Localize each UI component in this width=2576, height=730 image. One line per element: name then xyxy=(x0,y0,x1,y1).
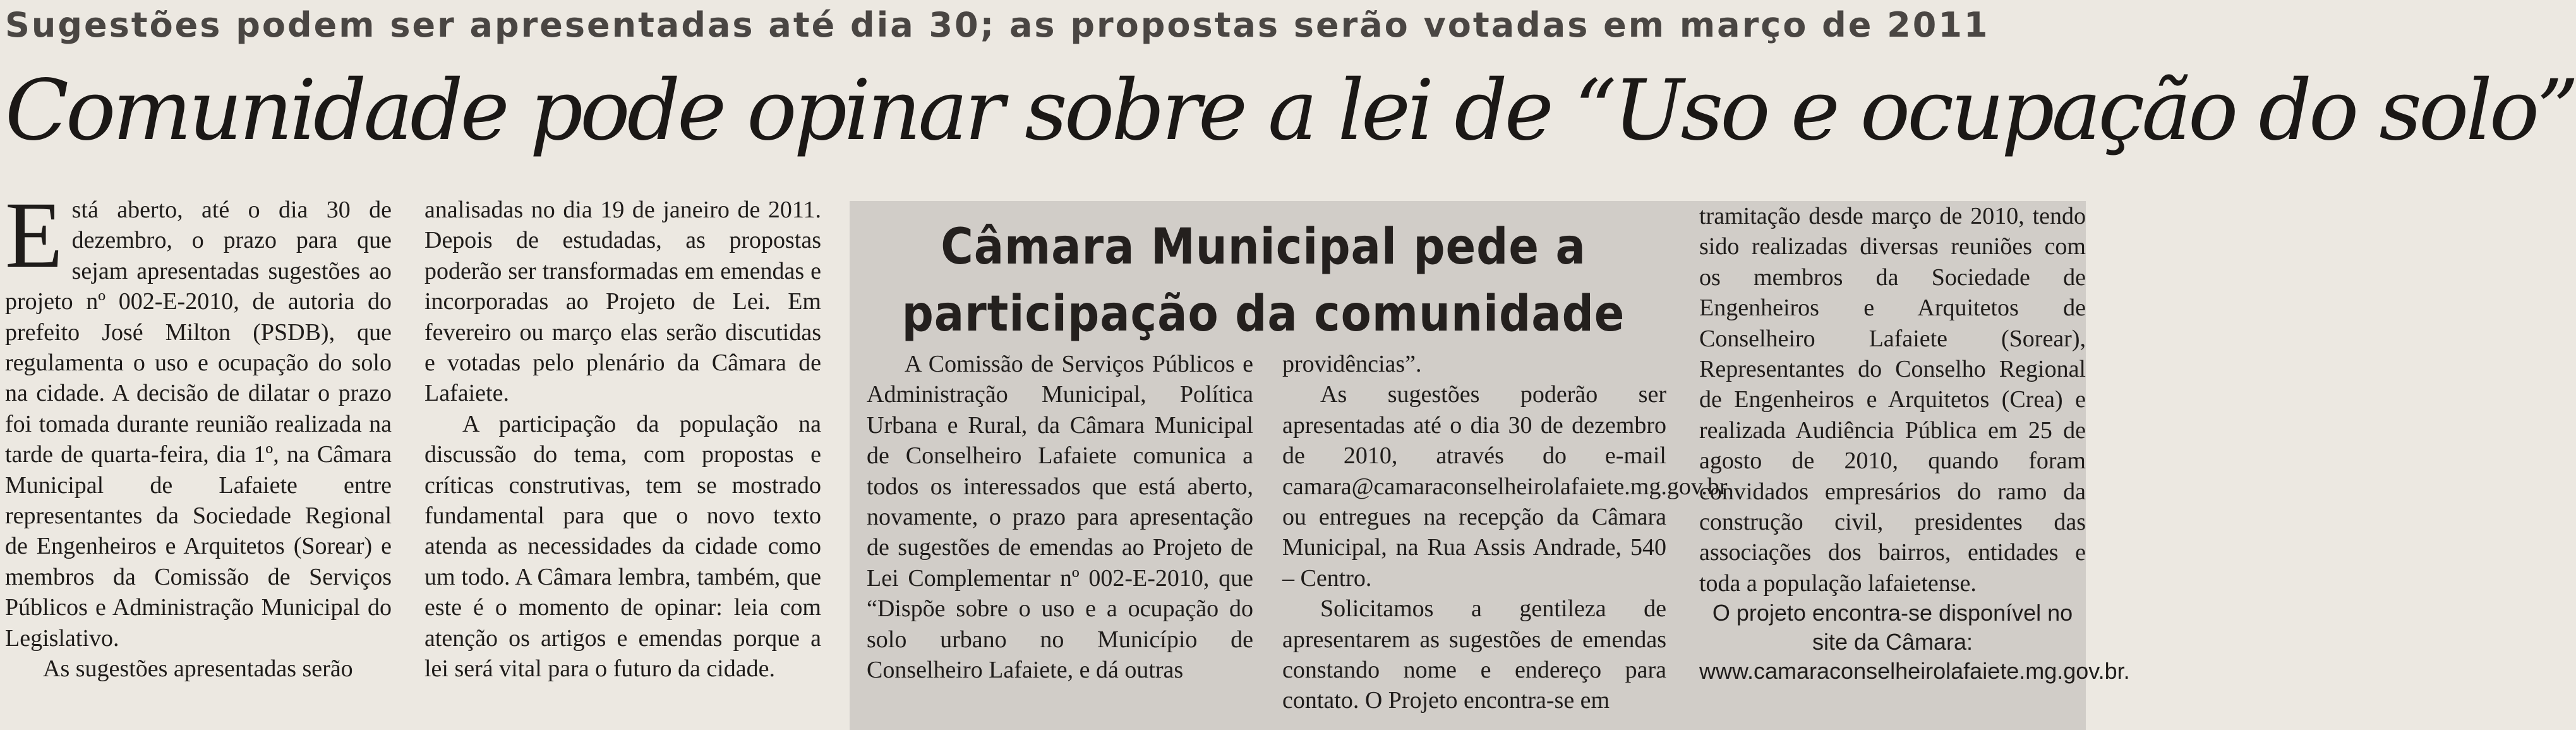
box-column-2 xyxy=(1282,349,1728,716)
box-column-3 xyxy=(1699,201,2130,686)
box-paragraph: A Comissão de Serviços Públicos e Administração Municipal, Política Urbana e Rural, da Câmara Municipal de Conselheiro Lafaiete comunica a todos os interessados que está aberto, novamente, o prazo para apresentação de sugestões de emendas ao Projeto de Lei Complementar nº 002-E-2010, que “Dispõe sobre o uso e a ocupação do solo urbano no Município de Conselheiro Lafaiete, e dá outras xyxy=(867,351,1253,684)
article-paragraph: A participação da população na discussão do tema, com propostas e críticas construtivas, tem se mostrado fundamental para que o novo texto atenda as necessidades da cidade como um todo. A Câmara lembra, também, que este é o momento de opinar: leia com atenção os artigos e emendas porque a lei será vital para o futuro da cidade. xyxy=(424,410,821,683)
box-paragraph: tramitação desde março de 2010, tendo sido realizadas diversas reuniões com os membros da Sociedade de Engenheiros e Arquitetos de Conselheiro Lafaiete (Sorear), Representantes do Conselho Regional de Engenheiros e Arquitetos (Crea) e realizada Audiência Pública em 25 de agosto de 2010, quando foram convidados empresários do ramo da construção civil, presidentes das associações dos bairros, entidades e toda a população lafaietense. xyxy=(1699,203,2086,597)
box-title-line: Câmara Municipal pede a xyxy=(941,219,1586,276)
article-paragraph: analisadas no dia 19 de janeiro de 2011. Depois de estudadas, as propostas poderão ser transformadas em emendas e incorporadas ao Projeto de Lei. Em fevereiro ou março elas serão discutidas e votadas pelo plenário da Câmara de Lafaiete. xyxy=(424,197,821,407)
box-note: O projeto encontra-se disponível no site da Câmara: www.camaraconselheirolafaiete.mg.gov.br. xyxy=(1699,600,2130,684)
box-paragraph: Solicitamos a gentileza de apresentarem as sugestões de emendas constando nome e endereço para contato. O Projeto encontra-se em xyxy=(1282,595,1666,714)
box-title xyxy=(850,201,1677,365)
kicker-line: Sugestões podem ser apresentadas até dia 30; as propostas serão votadas em março de 2011 xyxy=(5,5,1990,45)
box-paragraph: As sugestões poderão ser apresentadas até o dia 30 de dezembro de 2010, através do e-mail camara@camaraconselheirolafaiete.mg.gov.br ou entregues na recepção da Câmara Municipal, na Rua Assis Andrade, 540 – Centro. xyxy=(1282,381,1728,592)
article-paragraph xyxy=(5,183,392,654)
headline: Comunidade pode opinar sobre a lei de “Uso e ocupação do solo” xyxy=(5,62,2576,159)
article-column-1 xyxy=(5,183,392,684)
box-title-line: participação da comunidade xyxy=(901,286,1625,343)
article-paragraph-text: stá aberto, até o dia 30 de dezembro, o prazo para que sejam apresentadas sugestões ao projeto nº 002-E-2010, de autoria do prefeito José Milton (PSDB), que regulamenta o uso e ocupação do solo na cidade. A decisão de dilatar o prazo foi tomada durante reunião realizada na tarde de quarta-feira, dia 1º, na Câmara Municipal de Lafaiete entre representantes da Sociedade Regional de Engenheiros e Arquitetos (Sorear) e membros da Comissão de Serviços Públicos e Administração Municipal do Legislativo. xyxy=(5,197,392,652)
box-paragraph: providências”. xyxy=(1282,351,1422,377)
article-paragraph: As sugestões apresentadas serão xyxy=(43,655,353,683)
article-column-2 xyxy=(424,195,821,684)
box-column-1 xyxy=(867,349,1253,685)
drop-cap: E xyxy=(5,183,63,288)
